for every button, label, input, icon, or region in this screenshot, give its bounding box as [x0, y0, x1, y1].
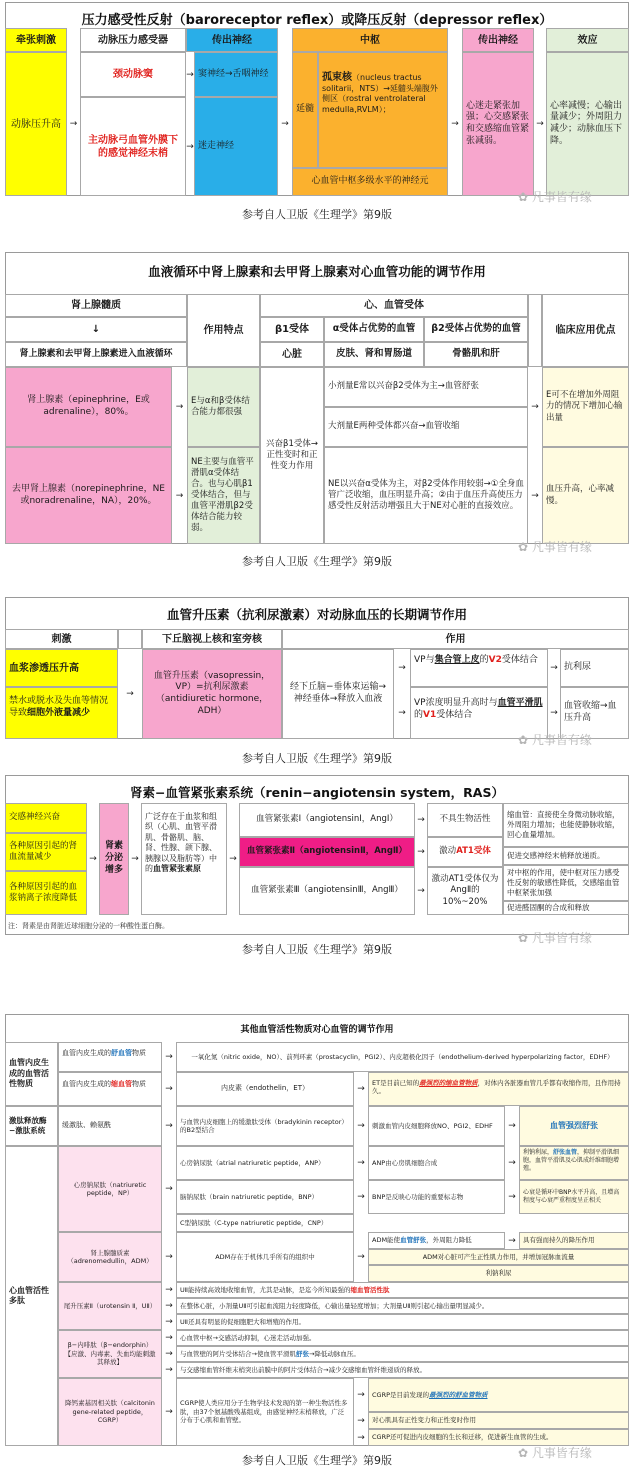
- header-medulla: 肾上腺髓质: [5, 294, 187, 317]
- header-spacer: [118, 629, 142, 649]
- angiotensinogen-label: 血管紧张素原: [153, 863, 201, 873]
- arrow-icon: →: [175, 490, 184, 501]
- stimulus-ecf-label: 细胞外液量减少: [27, 707, 91, 718]
- endothelin-note: [368, 1072, 629, 1106]
- ang2-cell: 血管紧张素Ⅱ（angiotensinⅡ，AngⅡ）: [239, 837, 415, 867]
- stimulus-sympathetic: 交感神经兴奋: [5, 803, 87, 833]
- header-receptor: 动脉压力感受器: [80, 28, 186, 52]
- at1-receptor: AT1受体: [456, 846, 491, 857]
- v2-text: VP与: [414, 655, 435, 665]
- afferent-sinus-nerve: 窦神经→舌咽神经: [194, 52, 278, 97]
- arrow-icon: →: [229, 854, 237, 864]
- section-baroreceptor-reflex: [0, 0, 634, 232]
- watermark: ✿ 凡事皆有缘: [518, 931, 592, 945]
- arrow-icon: →: [508, 1192, 516, 1202]
- label-text: 血管内皮生成的: [62, 1080, 111, 1088]
- watermark-text: 凡事皆有缘: [531, 190, 592, 204]
- arrow-icon: →: [508, 1235, 516, 1246]
- watermark-text: 凡事皆有缘: [531, 733, 592, 747]
- note-text: ET是目前已知的: [372, 1079, 420, 1087]
- norepinephrine-cell: 去甲肾上腺素（norepinephrine，NE或noradrenaline，NA），20%。: [5, 447, 172, 544]
- table-title: 其他血管活性物质对心血管的调节作用: [240, 1025, 394, 1035]
- table-title: 血管升压素（抗利尿激素）对动脉血压的长期调节作用: [166, 607, 467, 622]
- nts-label: 孤束核: [322, 72, 352, 83]
- stimulus-renal-flow: 各种原因引起的肾血流量减少: [5, 833, 87, 871]
- arrow-icon: →: [165, 1301, 173, 1311]
- arrow-icon: →: [508, 1121, 516, 1131]
- footnote: 注：肾素是由肾脏近球细胞分泌的一种酸性蛋白酶。: [8, 922, 169, 930]
- arrow-icon: →: [398, 663, 406, 673]
- center-nuclei: [318, 52, 448, 168]
- arrow-icon: →: [281, 119, 289, 129]
- vasodilator-list: 一氧化氮（nitric oxide，NO）、前列环素（prostacyclin，PGI2）、内皮超极化因子（endothelium-derived hyperpolarizing factor，EDHF）: [176, 1042, 629, 1072]
- adm-effect-cardiac: ADM对心脏可产生正性肌力作用，并增加冠脉血流量: [368, 1249, 629, 1265]
- label-text: 血管内皮生成的: [62, 1049, 111, 1057]
- vasopressin-cell: 血管升压素（vasopressin，VP）=抗利尿激素（antidiuretic hormone，ADH）: [142, 649, 282, 739]
- bradykinin-mediators: 刺激血管内皮细胞释放NO、PGI2、EDHF: [368, 1106, 505, 1146]
- center-medulla: 延髓: [292, 52, 318, 168]
- note-text: ，对体内各脏器血管几乎都有收缩作用，且作用持久。: [372, 1079, 621, 1096]
- table-title: 血液循环中肾上腺素和去甲肾上腺素对心血管功能的调节作用: [148, 264, 486, 279]
- endorphin-effect-vascular: [176, 1346, 629, 1362]
- v2-text: 受体结合: [501, 655, 538, 665]
- vasodilation-word: 舒张: [295, 1349, 309, 1358]
- endorphin-trigger: 【应激、内毒素、失血均能刺激其释放】: [64, 1349, 156, 1367]
- stimulus-sodium: 各种原因引起的血浆钠离子浓度降低: [5, 871, 87, 915]
- arrow-icon: →: [451, 119, 459, 129]
- np-effect-text: 利钠利尿，: [523, 1149, 554, 1156]
- header-stimulus: 牵张刺激: [5, 28, 67, 52]
- header-stimulus: 刺激: [5, 629, 118, 649]
- bnp-effect: 心衰是循环中BNP水平升高，且增高程度与心衰严重程度呈正相关: [519, 1180, 629, 1214]
- vasodilator-label: [58, 1042, 162, 1072]
- endorphin-effect-text: →降低动脉血压。: [308, 1349, 360, 1358]
- arrow-icon: →: [398, 708, 406, 718]
- header-alpha: α受体占优势的血管: [324, 317, 424, 342]
- ang1-cell: 血管紧张素Ⅰ（angiotensinⅠ，AngⅠ）: [239, 803, 415, 837]
- section-ras: [0, 773, 634, 983]
- arrow-icon: →: [417, 847, 425, 857]
- arrow-icon: →: [357, 1158, 365, 1168]
- group-kallikrein: 激肽释放酶−激肽系统: [5, 1106, 58, 1146]
- uii-effect-proliferation: UⅡ还具有明显的促细胞肥大和增殖的作用。: [176, 1314, 629, 1330]
- cgrp-description: CGRP使人类应用分子生物学技术发现的第一种生物活性多肽，由37个氨基酸残基组成，由感觉神经末梢释放，广泛分布于心肌和血管壁。: [176, 1378, 354, 1446]
- cgrp-effect-angiogenesis: CGRP还可促进内皮细胞的生长和迁移，促进新生血管的生成。: [368, 1429, 629, 1446]
- effect-cell: 心率减慢；心输出量减少；外周阻力减少；动脉血压下降。: [546, 52, 629, 196]
- effect-aldosterone: 促进醛固酮的合成和释放: [503, 901, 629, 915]
- cgrp-emphasis: 最强烈的舒血管物质: [429, 1390, 488, 1399]
- header-beta1: β1受体: [260, 317, 324, 342]
- adm-effect-vasodilation: [368, 1232, 505, 1249]
- section-epinephrine-norepinephrine: [0, 250, 634, 582]
- arrow-icon: →: [531, 490, 539, 501]
- receptor-aortic-arch: 主动脉弓血管外膜下的感觉神经末梢: [80, 97, 186, 196]
- epinephrine-cell: 肾上腺素（epinephrine，E或adrenaline），80%。: [5, 367, 172, 447]
- ang3-cell: 血管紧张素Ⅲ（angiotensinⅢ，AngⅢ）: [239, 867, 415, 915]
- ang3-activity: 激动AT1受体仅为AngⅡ的10%~20%: [427, 867, 503, 915]
- norepinephrine-feature: NE主要与血管平滑肌α受体结合。也与心肌β1受体结合，但与血管平滑肌β2受体结合能力较弱。: [187, 447, 260, 544]
- watermark-text: 凡事皆有缘: [531, 540, 592, 554]
- arrow-icon: →: [165, 1317, 173, 1327]
- header-effect: 效应: [546, 28, 629, 52]
- cnp-label: C型钠尿肽（C-type natriuretic peptide，CNP）: [176, 1214, 354, 1232]
- arrow-icon: →: [165, 1285, 173, 1295]
- arrow-icon: →: [186, 141, 194, 152]
- efferent-cell: 心迷走紧张加强；心交感紧张和交感缩血管紧张减弱。: [462, 52, 534, 196]
- cgrp-label: 降钙素基因相关肽（calcitonin gene-related peptide，CGRP）: [58, 1378, 162, 1446]
- header-center: 中枢: [292, 28, 448, 52]
- arrow-icon: →: [357, 1432, 365, 1443]
- arrow-icon: →: [357, 1192, 365, 1202]
- arrow-icon: →: [131, 854, 139, 864]
- reference-caption: 参考自人卫版《生理学》第9版: [242, 943, 392, 956]
- watermark-text: 凡事皆有缘: [531, 1446, 592, 1460]
- watermark: ✿ 凡事皆有缘: [518, 1446, 592, 1460]
- table-title: 肾素−血管紧张素系统（renin−angiotensin system，RAS）: [130, 785, 504, 800]
- beta1-effect: 兴奋β1受体→正性变时和正性变力作用: [260, 367, 324, 544]
- header-action: 作用: [282, 629, 629, 649]
- epinephrine-clinical: E可不在增加外周阻力的情况下增加心输出量: [542, 367, 629, 447]
- adm-label: 肾上腺髓质素（adrenomedullin，ADM）: [58, 1232, 162, 1282]
- adm-distribution: ADM存在于机体几乎所有的组织中: [176, 1232, 354, 1282]
- center-multilevel: 心血管中枢多级水平的神经元: [292, 168, 448, 196]
- arrow-icon: →: [175, 402, 184, 412]
- v2-receptor-cell: [410, 649, 548, 687]
- arrow-icon: →: [165, 1333, 173, 1343]
- np-label: 心房钠尿肽（natriuretic peptide，NP）: [58, 1146, 162, 1232]
- v2-text: 的: [479, 655, 489, 665]
- watermark: ✿ 凡事皆有缘: [518, 540, 592, 554]
- vasoconstrictor-peptide: 缩血管活性肽: [350, 1285, 390, 1294]
- arrow-icon: →: [357, 1390, 365, 1400]
- header-clinical: 临床应用优点: [542, 294, 629, 367]
- group-peptides: 心血管活性多肽: [5, 1146, 58, 1446]
- v2-result: 抗利尿: [560, 649, 629, 687]
- arrow-icon: →: [165, 1365, 173, 1375]
- afferent-vagus-nerve: 迷走神经: [194, 97, 278, 196]
- arrow-icon: →: [186, 69, 194, 80]
- v2-target: 集合管上皮: [434, 655, 480, 665]
- adm-effect-natriuresis: 利钠利尿: [368, 1265, 629, 1282]
- angiotensinogen-text: 广泛存在于血浆和组织（心肌、血管平滑肌、骨骼肌、脑、肾、性腺、颌下腺、胰腺以及脂肪等）中的: [145, 812, 217, 873]
- effect-transmitter: 促进交感神经末梢释放递质。: [503, 847, 629, 865]
- arrow-icon: →: [531, 402, 539, 412]
- header-release: 肾上腺素和去甲肾上腺素进入血液循环: [5, 342, 187, 367]
- epinephrine-small-dose: 小剂量E常以兴奋β2受体为主→血管舒张: [324, 367, 528, 407]
- stimulus-cell: 动脉压升高: [5, 52, 67, 196]
- arrow-icon: →: [550, 708, 558, 718]
- reference-caption: 参考自人卫版《生理学》第9版: [242, 555, 392, 568]
- uii-effect-text: UⅡ能持续高效地收缩血管，尤其是动脉，是迄今所知最强的: [180, 1285, 351, 1294]
- uii-effect-cardiac: 在整体心脏，小剂量UⅡ可引起血流阻力轻度降低，心输出量轻度增加；大剂量UⅡ则引起心输出量明显减少。: [176, 1298, 629, 1314]
- header-beta2: β2受体占优势的血管: [424, 317, 528, 342]
- bnp-label: 脑钠尿肽（brain natriuretic peptide，BNP）: [176, 1180, 354, 1214]
- arrow-icon: →: [165, 1121, 173, 1131]
- v2-receptor: V2: [488, 655, 502, 665]
- arrow-icon: →: [357, 1252, 365, 1262]
- arrow-icon: →: [357, 1415, 365, 1426]
- arrow-icon: →: [417, 815, 425, 825]
- arrow-icon: →: [550, 663, 558, 673]
- section-vasoactive-substances: [0, 1012, 634, 1477]
- np-effect-text: ，抑制平滑肌细胞，血管平滑肌及心肌成纤维细胞增殖。: [523, 1149, 620, 1172]
- effect-central: 对中枢的作用，使中枢对压力感受性反射的敏感性降低，交感缩血管中枢紧张加强: [503, 865, 629, 901]
- section-vasopressin: [0, 595, 634, 770]
- endorphin-label: [58, 1330, 162, 1378]
- v1-receptor: V1: [423, 709, 437, 720]
- nts-pathway: （nucleus tractus solitarii，NTS）→延髓头端腹外侧区（rostral ventrolateral medulla,RVLM）；: [322, 73, 438, 114]
- endothelin-cell: 内皮素（endothelin，ET）: [176, 1072, 354, 1106]
- header-afferent: 传出神经: [186, 28, 278, 52]
- anp-source: ANP由心房肌细胞合成: [368, 1146, 505, 1180]
- reference-caption: 参考自人卫版《生理学》第9版: [242, 752, 392, 765]
- arrow-icon: →: [536, 119, 544, 129]
- stimulus-cause: 禁水或脱水及失血等情况导致: [9, 696, 109, 718]
- receptor-carotid-sinus: 颈动脉窦: [80, 52, 186, 97]
- vasodilation-word: 血管舒张: [400, 1236, 427, 1245]
- adm-effect-text: ADM能使: [372, 1236, 401, 1245]
- arrow-icon: →: [357, 1121, 365, 1131]
- vasodilator-word: 舒血管: [111, 1049, 132, 1057]
- arrow-icon: →: [165, 1349, 173, 1359]
- arrow-icon: →: [165, 1084, 173, 1094]
- vasoconstrictor-word: 缩血管: [111, 1080, 132, 1088]
- arrow-icon: →: [508, 1158, 516, 1168]
- stimulus-ecf-volume: [5, 687, 118, 739]
- arrow-icon: →: [357, 1084, 365, 1094]
- arrow-icon: →: [165, 1184, 173, 1194]
- label-text: 物质: [132, 1049, 146, 1057]
- arrow-icon: →: [165, 1252, 173, 1262]
- arrow-icon: →: [69, 119, 78, 129]
- vasoconstrictor-label: [58, 1072, 162, 1106]
- adm-effect-result: 具有强而持久的降压作用: [519, 1232, 629, 1249]
- header-heart: 心脏: [260, 342, 324, 367]
- renin-cell: 肾素分泌增多: [99, 803, 129, 915]
- vasodilation-word: 舒张血管: [553, 1149, 578, 1156]
- header-receptors: 心、血管受体: [260, 294, 528, 317]
- endorphin-effect-text: 与血管壁的阿片受体结合→使血管平滑肌: [180, 1349, 296, 1358]
- ang1-activity: 不具生物活性: [427, 803, 503, 837]
- cgrp-effect-text: CGRP是目前发现的: [372, 1390, 430, 1399]
- effect-vasoconstriction: 缩血管：直接使全身微动脉收缩，外周阻力增加；也能使静脉收缩，回心血量增加。: [503, 803, 629, 847]
- bradykinin-result: 血管强烈舒张: [519, 1106, 629, 1146]
- watermark: ✿ 凡事皆有缘: [518, 190, 592, 204]
- np-effect: [519, 1146, 629, 1180]
- header-feature: 作用特点: [187, 294, 260, 367]
- v1-text: VP浓度明显升高时与: [414, 698, 498, 708]
- header-spacer: [528, 294, 542, 367]
- header-nucleus: 下丘脑视上核和室旁核: [142, 629, 282, 649]
- endorphin-name: β−内啡肽（β−endorphin）: [67, 1341, 153, 1350]
- reference-caption: 参考自人卫版《生理学》第9版: [242, 208, 392, 221]
- norepinephrine-clinical: 血压升高，心率减慢。: [542, 447, 629, 544]
- anp-label: 心房钠尿肽（atrial natriuretic peptide，ANP）: [176, 1146, 354, 1180]
- note-emphasis: 最强烈的缩血管物质: [419, 1079, 478, 1087]
- v1-result: 血管收缩→血压升高: [560, 687, 629, 739]
- cgrp-effect-vasodilator: [368, 1378, 629, 1412]
- arrow-icon: →: [165, 1407, 173, 1417]
- arrow-icon: →: [89, 854, 97, 864]
- arrow-icon: →: [126, 689, 134, 699]
- angiotensinogen-cell: [141, 803, 227, 915]
- header-efferent: 传出神经: [462, 28, 534, 52]
- watermark: ✿ 凡事皆有缘: [518, 733, 592, 747]
- header-beta2-sub: 骨骼肌和肝: [424, 342, 528, 367]
- bradykinin-label: 缓激肽、赖氨酰: [58, 1106, 162, 1146]
- adm-effect-text: ，外周阻力降低: [426, 1236, 472, 1245]
- v1-text: 受体结合: [436, 709, 473, 720]
- cgrp-effect-cardiac: 对心肌具有正性变力和正性变时作用: [368, 1412, 629, 1429]
- epinephrine-feature: E与α和β受体结合能力都很强: [187, 367, 260, 447]
- ang2-activity: [427, 837, 503, 867]
- uii-effect-vasoconstriction: [176, 1282, 629, 1298]
- endorphin-effect-sympathetic: 与交感缩血管纤维末梢突出前膜中的阿片受体结合→减少交感缩血管纤维递质的释放。: [176, 1362, 629, 1378]
- group-endothelial: 血管内皮生成的血管活性物质: [5, 1042, 58, 1106]
- v1-target: 血管平滑肌: [497, 698, 543, 708]
- endorphin-effect-central: 心血管中枢→交感活动抑制，心迷走活动加强。: [176, 1330, 629, 1346]
- norepinephrine-effect: NE以兴奋α受体为主，对β2受体作用较弱→①全身血管广泛收缩，血压明显升高；②由于血压升高使压力感受性反射活动增强且大于NE对心脏的直接效应。: [324, 447, 528, 544]
- reference-caption: 参考自人卫版《生理学》第9版: [242, 1454, 392, 1467]
- epinephrine-large-dose: 大剂量E两种受体都兴奋→血管收缩: [324, 407, 528, 447]
- table-title: 压力感受性反射（baroreceptor reflex）或降压反射（depressor reflex）: [81, 13, 553, 28]
- label-text: 物质: [132, 1080, 146, 1088]
- v1-text: 的: [414, 709, 424, 720]
- uii-label: 尾升压素Ⅱ（urotensin Ⅱ，UⅡ）: [58, 1282, 162, 1330]
- arrow-icon: →: [417, 886, 425, 896]
- transport-cell: 经下丘脑−垂体束运输→神经垂体→释放入血液: [282, 649, 394, 739]
- stimulus-osmolality: 血浆渗透压升高: [5, 649, 118, 687]
- header-alpha-sub: 皮肤、肾和胃肠道: [324, 342, 424, 367]
- ang2-activity-text: 激动: [439, 846, 457, 857]
- bnp-source: BNP是反映心功能的重要标志物: [368, 1180, 505, 1214]
- bradykinin-receptor: 与血管内皮细胞上的缓激肽受体（bradykinin receptor）的B2型结合: [176, 1106, 354, 1146]
- watermark-text: 凡事皆有缘: [531, 931, 592, 945]
- header-down-arrow: ↓: [5, 317, 187, 342]
- arrow-icon: →: [165, 1052, 173, 1062]
